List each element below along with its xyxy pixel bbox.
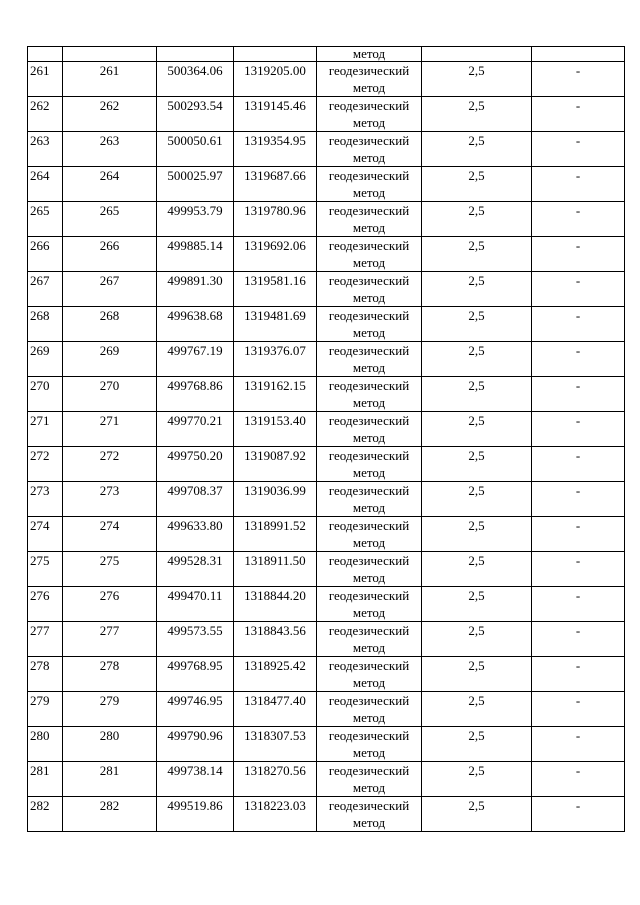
cell-point-id: 279	[63, 692, 157, 727]
table-body	[28, 47, 625, 832]
cell-x: 499519.86	[157, 797, 234, 832]
cell-note: -	[532, 97, 625, 132]
table-row	[28, 622, 625, 657]
cell-note: -	[532, 657, 625, 692]
cell-note: -	[532, 517, 625, 552]
cell-number: 275	[28, 552, 63, 587]
cell-number: 274	[28, 517, 63, 552]
cell-x: 499790.96	[157, 727, 234, 762]
cell-method: геодезический метод	[317, 447, 422, 482]
cell-x: 500364.06	[157, 62, 234, 97]
table-row	[28, 202, 625, 237]
cell-method: геодезический метод	[317, 727, 422, 762]
cell-note: -	[532, 167, 625, 202]
cell-number: 277	[28, 622, 63, 657]
table-row	[28, 587, 625, 622]
cell-point-id: 282	[63, 797, 157, 832]
cell-y: 1318925.42	[234, 657, 317, 692]
cell-x: 500293.54	[157, 97, 234, 132]
cell-y: 1319036.99	[234, 482, 317, 517]
cell-note: -	[532, 692, 625, 727]
cell-note: -	[532, 412, 625, 447]
cell-number: 276	[28, 587, 63, 622]
cell-y: 1318911.50	[234, 552, 317, 587]
cell-note: -	[532, 272, 625, 307]
cell-number: 262	[28, 97, 63, 132]
cell-method: геодезический метод	[317, 272, 422, 307]
table-row	[28, 62, 625, 97]
cell-note: -	[532, 447, 625, 482]
cell-point-id: 273	[63, 482, 157, 517]
cell-point-id: 274	[63, 517, 157, 552]
cell-method: геодезический метод	[317, 622, 422, 657]
cell-number: 278	[28, 657, 63, 692]
cell-accuracy: 2,5	[422, 237, 532, 272]
cell-accuracy: 2,5	[422, 797, 532, 832]
cell-number: 280	[28, 727, 63, 762]
cell-y: 1318223.03	[234, 797, 317, 832]
cell-method: геодезический метод	[317, 167, 422, 202]
cell-y: 1318477.40	[234, 692, 317, 727]
cell-method: геодезический метод	[317, 692, 422, 727]
cell-method: геодезический метод	[317, 412, 422, 447]
cell-point-id: 264	[63, 167, 157, 202]
cell-point-id: 263	[63, 132, 157, 167]
cell-point-id: 262	[63, 97, 157, 132]
cell-method: метод	[317, 47, 422, 62]
cell-x: 499738.14	[157, 762, 234, 797]
table-row	[28, 132, 625, 167]
cell-accuracy: 2,5	[422, 342, 532, 377]
cell-note: -	[532, 622, 625, 657]
cell-point-id	[63, 47, 157, 62]
cell-number	[28, 47, 63, 62]
cell-accuracy: 2,5	[422, 202, 532, 237]
table-row	[28, 692, 625, 727]
cell-method: геодезический метод	[317, 307, 422, 342]
table-row	[28, 482, 625, 517]
cell-note: -	[532, 307, 625, 342]
cell-y: 1319153.40	[234, 412, 317, 447]
table-row	[28, 552, 625, 587]
cell-x: 499768.86	[157, 377, 234, 412]
cell-x: 500050.61	[157, 132, 234, 167]
cell-method: геодезический метод	[317, 797, 422, 832]
cell-x: 499750.20	[157, 447, 234, 482]
cell-accuracy: 2,5	[422, 762, 532, 797]
cell-number: 266	[28, 237, 63, 272]
cell-number: 273	[28, 482, 63, 517]
cell-note: -	[532, 377, 625, 412]
cell-x: 499746.95	[157, 692, 234, 727]
cell-x: 499573.55	[157, 622, 234, 657]
cell-method: геодезический метод	[317, 482, 422, 517]
cell-number: 282	[28, 797, 63, 832]
cell-y: 1319692.06	[234, 237, 317, 272]
cell-point-id: 265	[63, 202, 157, 237]
cell-point-id: 272	[63, 447, 157, 482]
table-row	[28, 412, 625, 447]
cell-note: -	[532, 762, 625, 797]
cell-x: 499768.95	[157, 657, 234, 692]
cell-accuracy: 2,5	[422, 62, 532, 97]
cell-x: 500025.97	[157, 167, 234, 202]
table-row	[28, 167, 625, 202]
cell-x	[157, 47, 234, 62]
cell-x: 499953.79	[157, 202, 234, 237]
cell-number: 268	[28, 307, 63, 342]
cell-y: 1319087.92	[234, 447, 317, 482]
cell-point-id: 275	[63, 552, 157, 587]
cell-point-id: 277	[63, 622, 157, 657]
cell-number: 269	[28, 342, 63, 377]
table-row	[28, 797, 625, 832]
cell-y: 1319481.69	[234, 307, 317, 342]
cell-accuracy: 2,5	[422, 482, 532, 517]
cell-accuracy: 2,5	[422, 307, 532, 342]
cell-x: 499470.11	[157, 587, 234, 622]
cell-y: 1319780.96	[234, 202, 317, 237]
cell-point-id: 276	[63, 587, 157, 622]
cell-number: 281	[28, 762, 63, 797]
cell-note: -	[532, 342, 625, 377]
cell-y: 1318991.52	[234, 517, 317, 552]
cell-accuracy: 2,5	[422, 692, 532, 727]
cell-y: 1319376.07	[234, 342, 317, 377]
cell-number: 261	[28, 62, 63, 97]
cell-y: 1318270.56	[234, 762, 317, 797]
cell-x: 499770.21	[157, 412, 234, 447]
cell-method: геодезический метод	[317, 62, 422, 97]
cell-accuracy	[422, 47, 532, 62]
cell-note: -	[532, 62, 625, 97]
cell-y: 1318844.20	[234, 587, 317, 622]
cell-x: 499633.80	[157, 517, 234, 552]
table-row	[28, 762, 625, 797]
cell-method: геодезический метод	[317, 342, 422, 377]
cell-accuracy: 2,5	[422, 167, 532, 202]
table-row	[28, 517, 625, 552]
cell-point-id: 281	[63, 762, 157, 797]
cell-method: геодезический метод	[317, 762, 422, 797]
cell-method: геодезический метод	[317, 97, 422, 132]
cell-note	[532, 47, 625, 62]
cell-point-id: 280	[63, 727, 157, 762]
table-row	[28, 657, 625, 692]
cell-accuracy: 2,5	[422, 587, 532, 622]
cell-accuracy: 2,5	[422, 272, 532, 307]
cell-y: 1318843.56	[234, 622, 317, 657]
cell-y: 1318307.53	[234, 727, 317, 762]
cell-point-id: 270	[63, 377, 157, 412]
cell-y: 1319145.46	[234, 97, 317, 132]
table-row	[28, 342, 625, 377]
cell-accuracy: 2,5	[422, 447, 532, 482]
table-row	[28, 447, 625, 482]
cell-point-id: 269	[63, 342, 157, 377]
cell-y: 1319687.66	[234, 167, 317, 202]
table-row	[28, 377, 625, 412]
cell-x: 499528.31	[157, 552, 234, 587]
cell-accuracy: 2,5	[422, 97, 532, 132]
cell-point-id: 271	[63, 412, 157, 447]
cell-note: -	[532, 482, 625, 517]
cell-accuracy: 2,5	[422, 377, 532, 412]
cell-y	[234, 47, 317, 62]
cell-method: геодезический метод	[317, 202, 422, 237]
cell-point-id: 278	[63, 657, 157, 692]
cell-x: 499638.68	[157, 307, 234, 342]
table-row	[28, 727, 625, 762]
cell-accuracy: 2,5	[422, 657, 532, 692]
cell-number: 264	[28, 167, 63, 202]
cell-point-id: 266	[63, 237, 157, 272]
cell-method: геодезический метод	[317, 132, 422, 167]
cell-note: -	[532, 797, 625, 832]
cell-y: 1319162.15	[234, 377, 317, 412]
cell-method: геодезический метод	[317, 587, 422, 622]
cell-note: -	[532, 552, 625, 587]
table-row	[28, 272, 625, 307]
cell-x: 499708.37	[157, 482, 234, 517]
cell-accuracy: 2,5	[422, 622, 532, 657]
cell-note: -	[532, 202, 625, 237]
cell-number: 279	[28, 692, 63, 727]
cell-note: -	[532, 727, 625, 762]
cell-x: 499885.14	[157, 237, 234, 272]
cell-y: 1319581.16	[234, 272, 317, 307]
continuation-row	[28, 47, 625, 62]
cell-method: геодезический метод	[317, 552, 422, 587]
cell-accuracy: 2,5	[422, 727, 532, 762]
cell-accuracy: 2,5	[422, 132, 532, 167]
cell-point-id: 267	[63, 272, 157, 307]
cell-number: 272	[28, 447, 63, 482]
cell-number: 270	[28, 377, 63, 412]
cell-point-id: 261	[63, 62, 157, 97]
cell-number: 263	[28, 132, 63, 167]
cell-method: геодезический метод	[317, 237, 422, 272]
cell-method: геодезический метод	[317, 517, 422, 552]
cell-note: -	[532, 132, 625, 167]
cell-accuracy: 2,5	[422, 552, 532, 587]
cell-note: -	[532, 587, 625, 622]
table-row	[28, 307, 625, 342]
cell-accuracy: 2,5	[422, 412, 532, 447]
cell-note: -	[532, 237, 625, 272]
cell-method: геодезический метод	[317, 377, 422, 412]
table-row	[28, 97, 625, 132]
cell-accuracy: 2,5	[422, 517, 532, 552]
cell-point-id: 268	[63, 307, 157, 342]
cell-x: 499891.30	[157, 272, 234, 307]
cell-number: 267	[28, 272, 63, 307]
table-row	[28, 237, 625, 272]
cell-x: 499767.19	[157, 342, 234, 377]
cell-y: 1319354.95	[234, 132, 317, 167]
cell-number: 271	[28, 412, 63, 447]
cell-method: геодезический метод	[317, 657, 422, 692]
cell-number: 265	[28, 202, 63, 237]
cell-y: 1319205.00	[234, 62, 317, 97]
coordinates-table	[27, 46, 625, 832]
